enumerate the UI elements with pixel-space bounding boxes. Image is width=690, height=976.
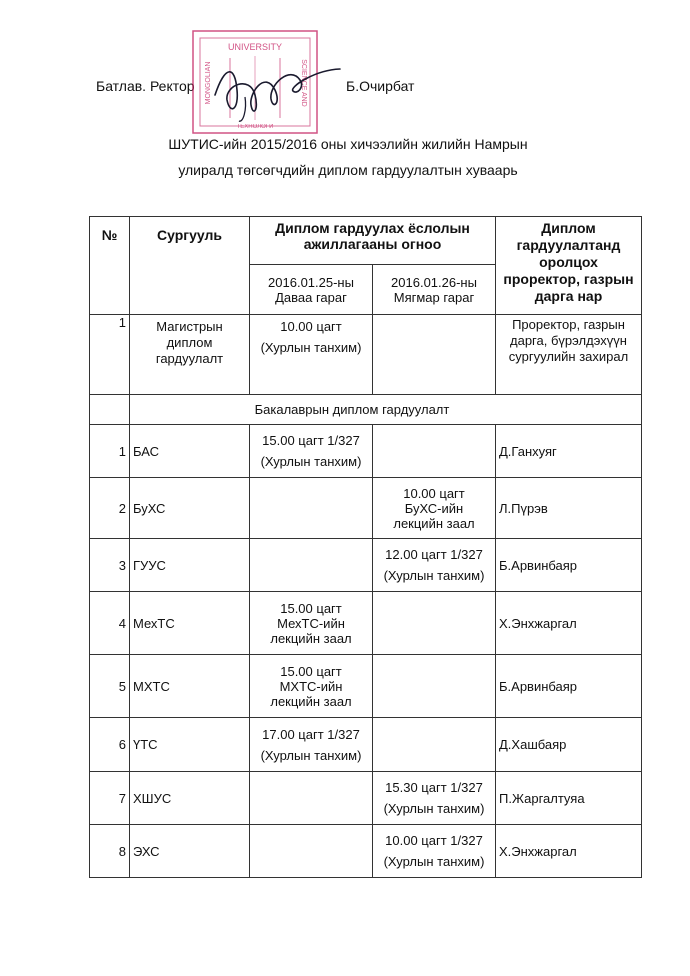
document-title-line1: ШУТИС-ийн 2015/2016 оны хичээлийн жилийн Намрын [168, 136, 528, 152]
row-school: БуХС [130, 478, 250, 539]
svg-text:MONGOLIAN: MONGOLIAN [205, 61, 212, 105]
header-no: № [90, 217, 130, 315]
row-person: П.Жаргалтуяа [496, 772, 642, 825]
row-monday-slot [250, 478, 373, 539]
row-person: Х.Энхжаргал [496, 592, 642, 655]
row-monday-slot [250, 592, 373, 655]
section-label: Бакалаврын диплом гардуулалт [130, 395, 642, 425]
table-row [90, 655, 642, 718]
approval-label: Батлав. Ректор [96, 78, 195, 94]
tuesday-slot-line: (Хурлын танхим) [383, 854, 485, 869]
row-school: Магистрын диплом гардуулалт [130, 315, 250, 395]
svg-text:UNIVERSITY: UNIVERSITY [227, 42, 283, 52]
row-monday-slot [250, 539, 373, 592]
tuesday-slot-line: 10.00 цагт 1/327 [385, 833, 483, 848]
tuesday-slot-line: 15.30 цагт 1/327 [385, 780, 483, 795]
table-row [90, 478, 642, 539]
monday-slot-line: (Хурлын танхим) [260, 454, 362, 469]
section-spacer [90, 395, 130, 425]
date-monday: 2016.01.25-ны Даваа гараг [250, 265, 373, 315]
tuesday-slot-line: (Хурлын танхим) [383, 568, 485, 583]
row-school: МехТС [130, 592, 250, 655]
row-monday-slot [250, 718, 373, 772]
svg-text:SCIENCE AND: SCIENCE AND [300, 59, 307, 107]
tuesday-slot-line: БуХС-ийн [404, 500, 464, 516]
row-person: Б.Арвинбаяр [496, 655, 642, 718]
row-tuesday-slot [373, 655, 496, 718]
row-person: Д.Ганхуяг [496, 425, 642, 478]
row-person: Б.Арвинбаяр [496, 539, 642, 592]
rector-name: Б.Очирбат [346, 78, 415, 94]
table-row [90, 539, 642, 592]
row-tuesday-slot [373, 315, 496, 395]
monday-slot-line: 17.00 цагт 1/327 [262, 726, 360, 742]
document-title-line2: улиралд төгсөгчдийн диплом гардуулалтын хуваарь [178, 162, 518, 178]
row-number: 3 [90, 539, 130, 592]
table-row [90, 718, 642, 772]
tuesday-slot-line: лекцийн заал [393, 515, 475, 531]
monday-slot-line: 15.00 цагт [280, 600, 342, 616]
row-school: ҮТС [130, 718, 250, 772]
monday-slot-line: лекцийн заал [270, 693, 352, 709]
row-number: 1 [90, 315, 130, 395]
header-school: Сургууль [130, 217, 250, 315]
table-row [90, 592, 642, 655]
row-tuesday-slot [373, 825, 496, 878]
row-monday-slot [250, 425, 373, 478]
tuesday-slot-line: 12.00 цагт 1/327 [385, 547, 483, 562]
row-person: Д.Хашбаяр [496, 718, 642, 772]
row-number: 6 [90, 718, 130, 772]
row-tuesday-slot [373, 478, 496, 539]
row-monday-slot [250, 772, 373, 825]
row-monday-slot [250, 825, 373, 878]
row-number: 8 [90, 825, 130, 878]
date-tuesday: 2016.01.26-ны Мягмар гараг [373, 265, 496, 315]
monday-slot-line: лекцийн заал [270, 630, 352, 646]
row-number: 7 [90, 772, 130, 825]
schedule-table [89, 216, 642, 878]
row-tuesday-slot [373, 425, 496, 478]
row-person: Л.Пүрэв [496, 478, 642, 539]
row-tuesday-slot [373, 772, 496, 825]
monday-slot-line: МехТС-ийн [277, 615, 345, 631]
row-participants: Проректор, газрын дарга, бүрэлдэхүүн сургуулийн захирал [496, 315, 642, 395]
monday-slot-line: 15.00 цагт 1/327 [262, 433, 360, 448]
header-participants: Диплом гардуулалтанд оролцох проректор, газрын дарга нар [496, 217, 642, 315]
row-school: МХТС [130, 655, 250, 718]
row-school: ГУУС [130, 539, 250, 592]
row-monday-slot [250, 655, 373, 718]
row-number: 1 [90, 425, 130, 478]
row-number: 2 [90, 478, 130, 539]
table-row [90, 772, 642, 825]
row-tuesday-slot [373, 718, 496, 772]
header-ceremony-date: Диплом гардуулах ёслолын ажиллагааны огноо [250, 217, 496, 265]
table-row [90, 825, 642, 878]
row-number: 5 [90, 655, 130, 718]
monday-slot-line: МХТС-ийн [279, 678, 343, 694]
table-row [90, 425, 642, 478]
row-school: БАС [130, 425, 250, 478]
header-row [90, 217, 642, 265]
row-person: Х.Энхжаргал [496, 825, 642, 878]
row-monday-slot: 10.00 цагт (Хурлын танхим) [250, 315, 373, 395]
row-tuesday-slot [373, 592, 496, 655]
bachelor-section-row [90, 395, 642, 425]
row-number: 4 [90, 592, 130, 655]
monday-slot-line: 15.00 цагт [280, 663, 342, 679]
monday-slot-line: (Хурлын танхим) [260, 747, 362, 763]
row-tuesday-slot [373, 539, 496, 592]
master-row [90, 315, 642, 395]
svg-text:ТЕХНОЛОГИ: ТЕХНОЛОГИ [236, 124, 274, 130]
rector-signature [205, 55, 345, 125]
tuesday-slot-line: 10.00 цагт [403, 485, 465, 501]
tuesday-slot-line: (Хурлын танхим) [383, 801, 485, 816]
row-school: ХШУС [130, 772, 250, 825]
row-school: ЭХС [130, 825, 250, 878]
